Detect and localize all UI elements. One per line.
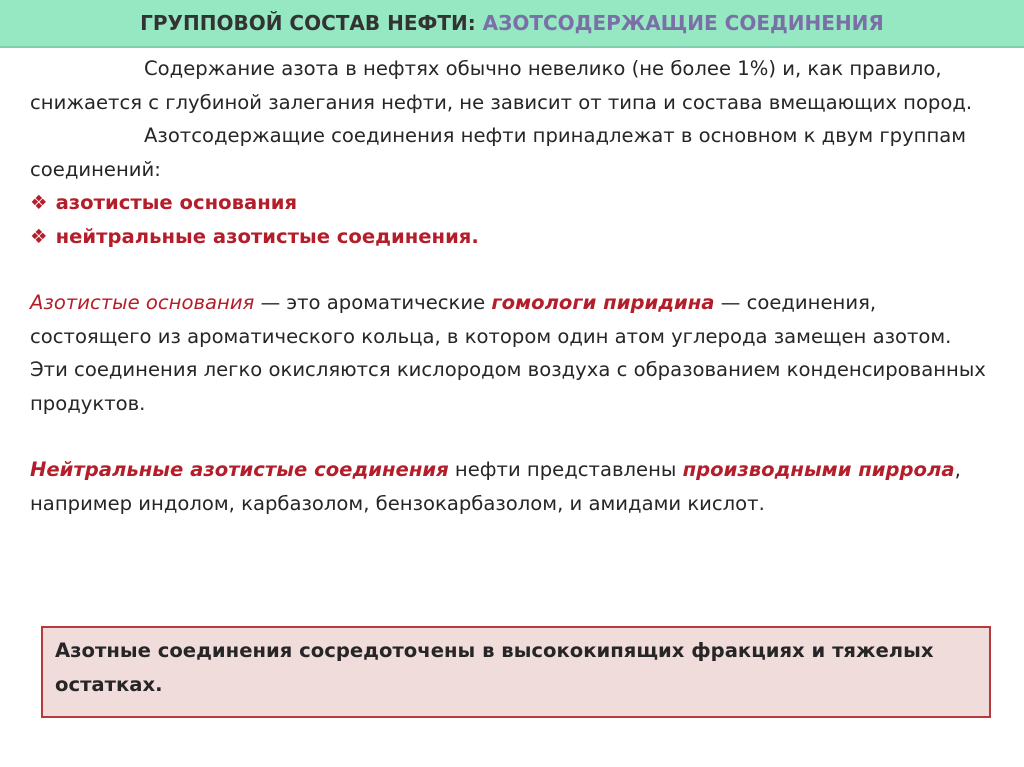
neutral-term: Нейтральные азотистые соединения — [30, 458, 449, 481]
slide-title — [0, 0, 1024, 48]
neutral-text-1: нефти представлены — [448, 458, 683, 481]
title-accent: АЗОТСОДЕРЖАЩИЕ СОЕДИНЕНИЯ — [482, 11, 884, 35]
bases-term: Азотистые основания — [30, 291, 255, 314]
slide-body — [30, 52, 995, 520]
bullet-item — [30, 220, 995, 254]
diamond-bullet-icon: ❖ — [30, 191, 48, 214]
spacer — [30, 420, 995, 453]
spacer — [30, 253, 995, 286]
neutral-text-2: , например индолом, карбазолом, бензокарбазолом, и амидами кислот. — [30, 458, 961, 515]
highlight-box — [41, 626, 991, 718]
bullet-text: азотистые основания — [55, 191, 298, 214]
intro-paragraph-1: Содержание азота в нефтях обычно невелико (не более 1%) и, как правило, снижается с глубиной залегания нефти, не зависит от типа и состава вмещающих пород. — [30, 57, 973, 114]
bullet-text: нейтральные азотистые соединения. — [55, 224, 479, 248]
intro-paragraph-2: Азотсодержащие соединения нефти принадлежат в основном к двум группам соединений: — [30, 124, 967, 181]
bullet-item — [30, 186, 995, 220]
bases-term-2: гомологи пиридина — [491, 291, 715, 314]
bases-paragraph — [30, 286, 995, 420]
bases-text-1: — это ароматические — [254, 291, 492, 314]
neutral-paragraph — [30, 453, 995, 520]
neutral-term-2: производными пиррола — [682, 458, 955, 481]
title-main: ГРУППОВОЙ СОСТАВ НЕФТИ: — [140, 11, 483, 35]
bases-text-2: — соединения, состоящего из ароматического кольца, в котором один атом углерода замещен азотом. Эти соединения легко окисляются кислородом воздуха с образованием конденсированных продуктов. — [30, 291, 986, 415]
highlight-text: Азотные соединения сосредоточены в высококипящих фракциях и тяжелых остатках. — [55, 639, 934, 696]
diamond-bullet-icon: ❖ — [30, 224, 48, 248]
